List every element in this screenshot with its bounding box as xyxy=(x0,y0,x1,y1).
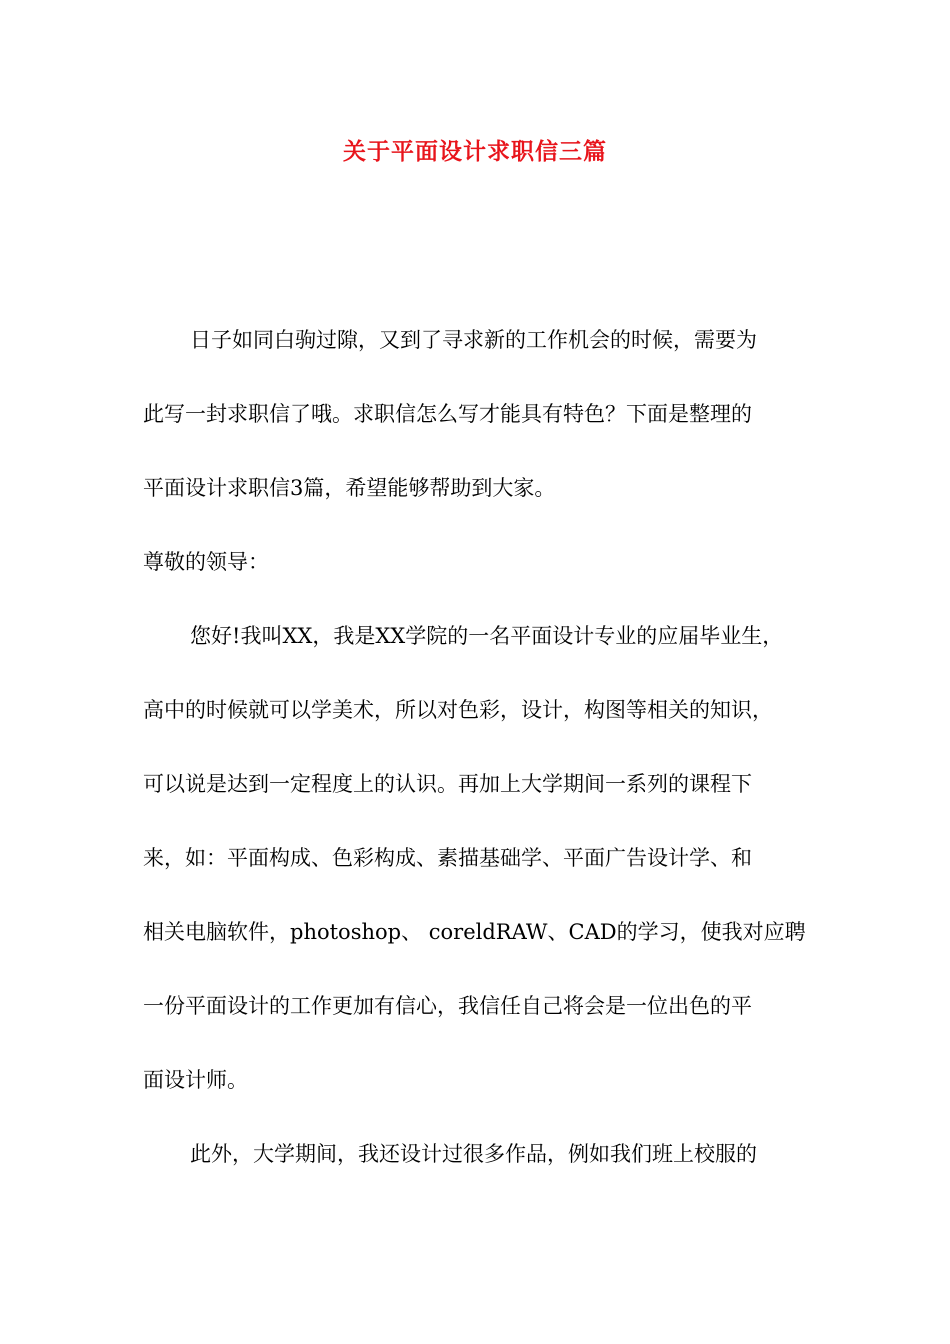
intro-line-1: 日子如同白驹过隙，又到了寻求新的工作机会的时候，需要为 xyxy=(190,328,757,352)
para1-line-3: 可以说是达到一定程度上的认识。再加上大学期间一系列的课程下 xyxy=(143,772,752,796)
letter-paragraph-2 xyxy=(143,1117,815,1191)
para1-line-7: 面设计师。 xyxy=(143,1068,248,1092)
para1-line-4: 来，如：平面构成、色彩构成、素描基础学、平面广告设计学、和 xyxy=(143,846,752,870)
intro-paragraph xyxy=(143,303,815,525)
document-body xyxy=(143,303,815,1191)
salutation-line: 尊敬的领导： xyxy=(143,550,269,574)
document-title: 关于平面设计求职信三篇 xyxy=(343,138,607,165)
para2-line-1: 此外，大学期间，我还设计过很多作品，例如我们班上校服的 xyxy=(190,1142,757,1166)
intro-line-2: 此写一封求职信了哦。求职信怎么写才能具有特色？下面是整理的 xyxy=(143,402,752,426)
para1-line-2: 高中的时候就可以学美术，所以对色彩，设计，构图等相关的知识， xyxy=(143,698,773,722)
para1-line-6: 一份平面设计的工作更加有信心，我信任自己将会是一位出色的平 xyxy=(143,994,752,1018)
para1-line-5: 相关电脑软件，photoshop、 coreldRAW、CAD的学习，使我对应聘 xyxy=(143,920,806,944)
para1-line-1: 您好!我叫XX，我是XX学院的一名平面设计专业的应届毕业生， xyxy=(190,624,784,648)
letter-paragraph-1 xyxy=(143,599,815,1117)
salutation xyxy=(143,525,815,599)
intro-line-3: 平面设计求职信3篇，希望能够帮助到大家。 xyxy=(143,476,556,500)
